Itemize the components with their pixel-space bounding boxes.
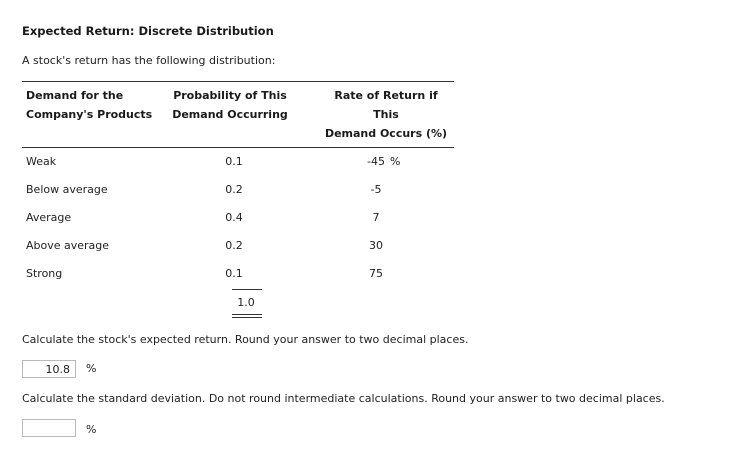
table-row: [22, 239, 454, 267]
expected-return-input[interactable]: [22, 360, 76, 378]
table-top-rule: [22, 81, 454, 82]
header-demand-line1: Demand for the: [26, 89, 124, 102]
question-standard-deviation: Calculate the standard deviation. Do not round intermediate calculations. Round your answer to two decimal places.: [22, 392, 665, 405]
probability-cell: 0.2: [225, 183, 243, 196]
return-value: 75: [369, 267, 383, 280]
header-return-line3: Demand Occurs (%): [324, 127, 448, 140]
table-row: [22, 155, 454, 183]
return-cell: [352, 211, 400, 224]
header-probability: [170, 86, 290, 124]
return-cell: [352, 267, 400, 280]
return-cell: [352, 155, 400, 168]
demand-cell: Strong: [26, 267, 63, 280]
header-demand-line2: Company's Products: [26, 108, 153, 121]
return-cell: [352, 239, 400, 252]
demand-cell: Weak: [26, 155, 57, 168]
standard-deviation-input[interactable]: [22, 419, 76, 437]
header-return-line2: This: [373, 108, 399, 121]
probability-cell: 0.1: [225, 267, 243, 280]
header-return: [316, 86, 456, 143]
demand-cell: Below average: [26, 183, 108, 196]
probability-total: 1.0: [237, 296, 255, 309]
probability-cell: 0.4: [225, 211, 243, 224]
header-return-line1: Rate of Return if: [334, 89, 438, 102]
header-demand: [26, 86, 176, 124]
probability-cell: 0.1: [225, 155, 243, 168]
sum-top-rule: [232, 289, 262, 290]
question-expected-return: Calculate the stock's expected return. Round your answer to two decimal places.: [22, 333, 469, 346]
standard-deviation-unit: %: [86, 423, 97, 436]
probability-cell: 0.2: [225, 239, 243, 252]
return-value: 30: [369, 239, 383, 252]
return-unit: %: [390, 155, 401, 168]
demand-cell: Above average: [26, 239, 110, 252]
return-value: -5: [370, 183, 382, 196]
sum-double-rule-2: [232, 317, 262, 318]
table-row: [22, 211, 454, 239]
sum-double-rule-1: [232, 314, 262, 315]
intro-text: A stock's return has the following distribution:: [22, 54, 276, 67]
header-probability-line2: Demand Occurring: [172, 108, 288, 121]
expected-return-unit: %: [86, 362, 97, 375]
table-row: [22, 267, 454, 295]
return-cell: [352, 183, 400, 196]
return-value: 7: [372, 211, 380, 224]
header-bottom-rule: [22, 147, 454, 148]
header-probability-line1: Probability of This: [173, 89, 287, 102]
table-row: [22, 183, 454, 211]
page-title: Expected Return: Discrete Distribution: [22, 24, 274, 38]
return-value: -45: [367, 155, 385, 168]
demand-cell: Average: [26, 211, 72, 224]
